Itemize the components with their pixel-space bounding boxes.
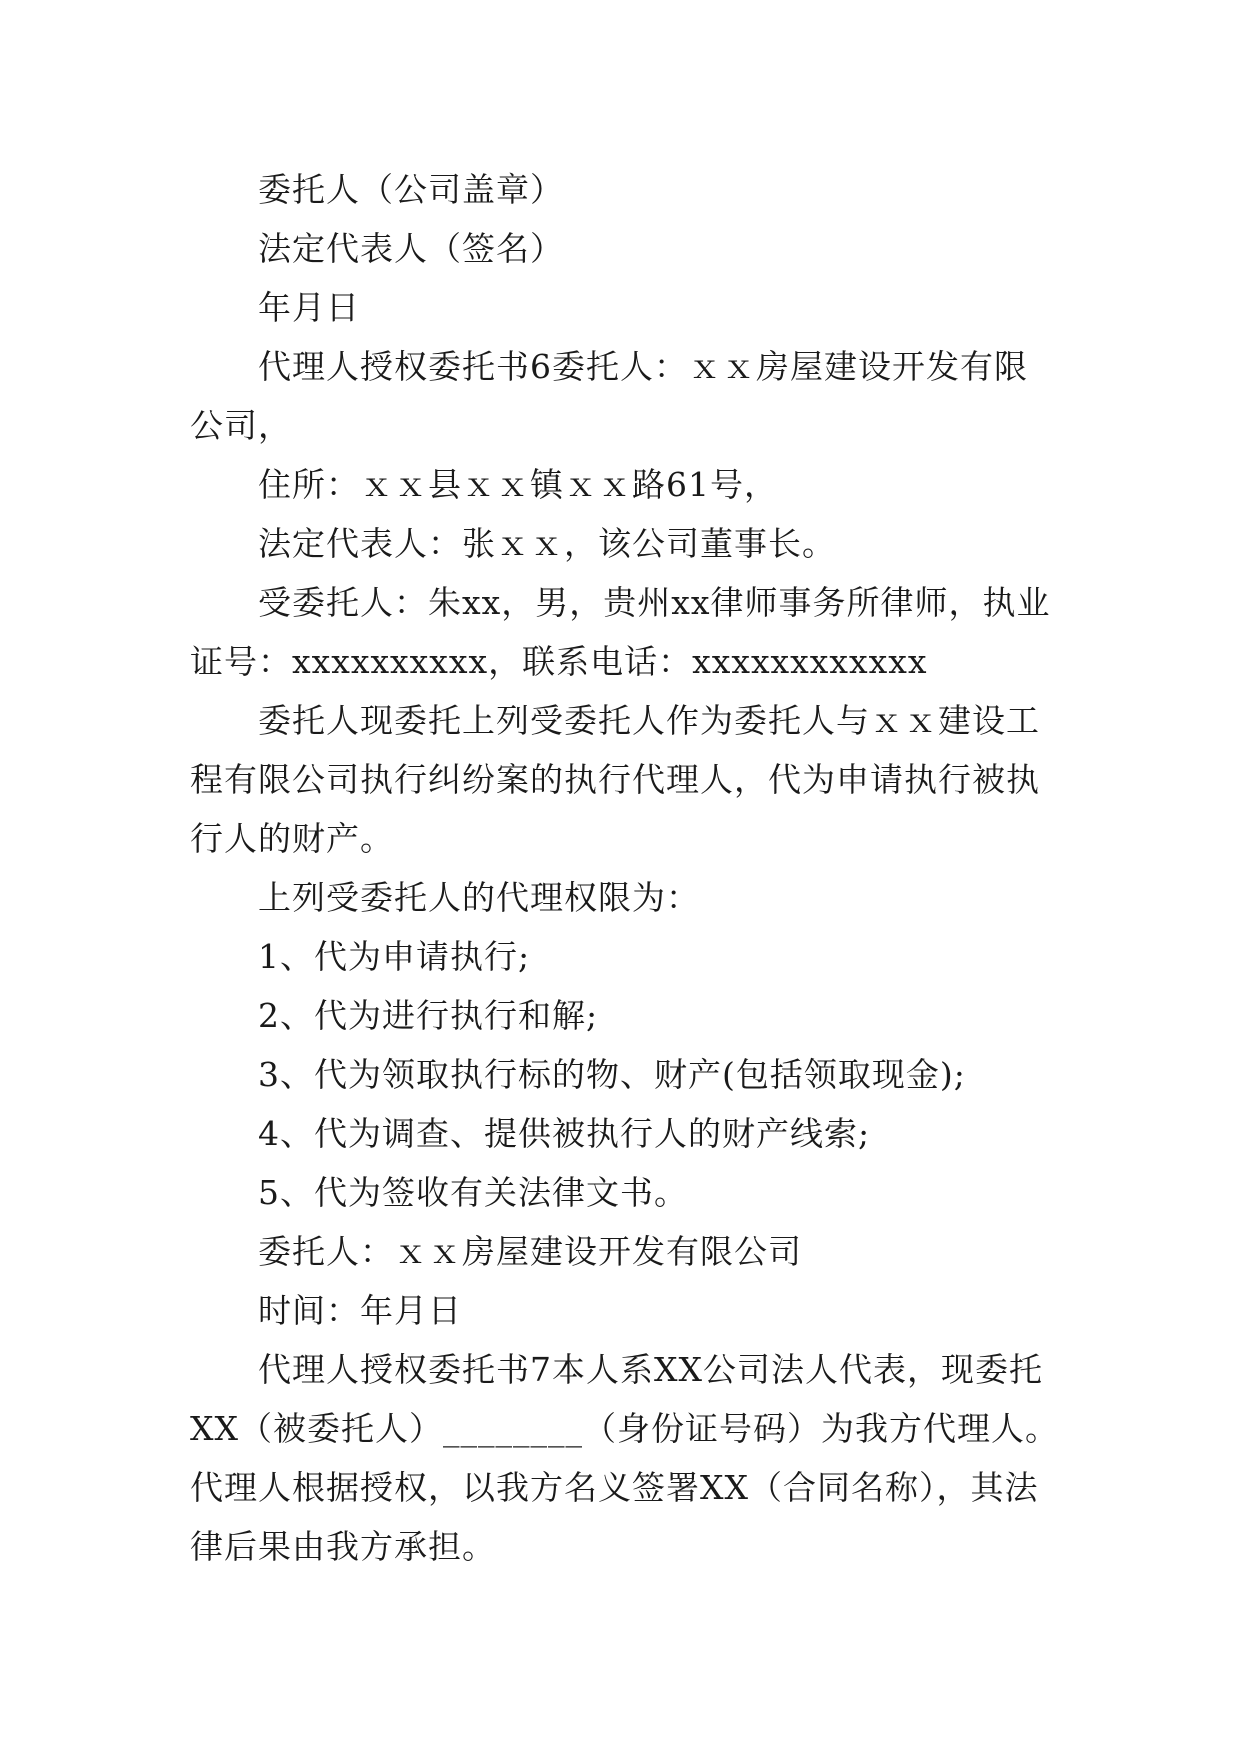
paragraph-entrustment: 委托人现委托上列受委托人作为委托人与ｘｘ建设工程有限公司执行纠纷案的执行代理人，代为申请执行被执行人的财产。 bbox=[190, 701, 1040, 858]
paragraph-trustee: 受委托人：朱xx，男，贵州xx律师事务所律师，执业证号：xxxxxxxxxx，联系电话：xxxxxxxxxxxx bbox=[190, 583, 1051, 681]
paragraph-legal-rep: 法定代表人：张ｘｘ，该公司董事长。 bbox=[258, 524, 836, 563]
paragraph-authority-item-2: 2、代为进行执行和解; bbox=[258, 996, 599, 1035]
paragraph-authority-item-1: 1、代为申请执行; bbox=[258, 937, 531, 976]
paragraph-legal-rep-signature: 法定代表人（签名） bbox=[258, 229, 564, 268]
paragraph-time: 时间：年月日 bbox=[258, 1291, 462, 1330]
paragraph-authority-item-5: 5、代为签收有关法律文书。 bbox=[258, 1173, 688, 1212]
paragraph-letter7: 代理人授权委托书7本人系XX公司法人代表，现委托XX（被委托人）________（身份证号码）为我方代理人。代理人根据授权，以我方名义签署XX（合同名称），其法律后果由我方承担。 bbox=[190, 1350, 1059, 1566]
paragraph-entrustor-signature: 委托人：ｘｘ房屋建设开发有限公司 bbox=[258, 1232, 802, 1271]
paragraph-authority-heading: 上列受委托人的代理权限为： bbox=[258, 878, 700, 917]
paragraph-address: 住所：ｘｘ县ｘｘ镇ｘｘ路61号， bbox=[258, 465, 778, 504]
document-body bbox=[190, 160, 1060, 1576]
paragraph-authority-item-3: 3、代为领取执行标的物、财产(包括领取现金); bbox=[258, 1055, 966, 1094]
paragraph-letter6-entrustor: 代理人授权委托书6委托人：ｘｘ房屋建设开发有限公司， bbox=[190, 347, 1028, 445]
paragraph-entrustor-seal: 委托人（公司盖章） bbox=[258, 170, 564, 209]
paragraph-date: 年月日 bbox=[258, 288, 360, 327]
paragraph-authority-item-4: 4、代为调查、提供被执行人的财产线索; bbox=[258, 1114, 871, 1153]
